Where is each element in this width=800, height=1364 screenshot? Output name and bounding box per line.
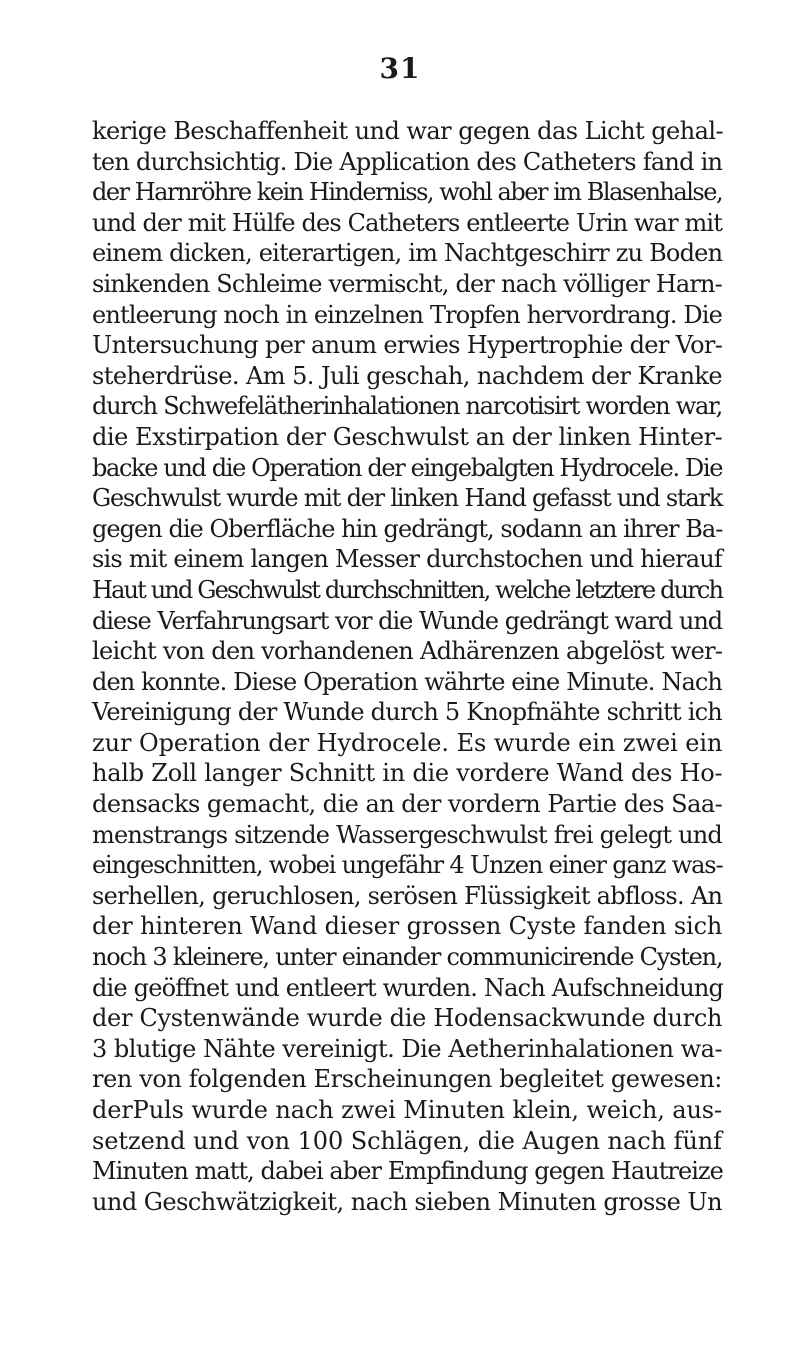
text-line: noch 3 kleinere, unter einander communicirende Cysten, xyxy=(92,943,723,972)
text-line: diese Verfahrungsart vor die Wunde gedrängt ward und xyxy=(92,606,723,635)
text-line: der hinteren Wand dieser grossen Cyste fanden sich xyxy=(92,912,723,941)
text-line: 3 blutige Nähte vereinigt. Die Aetherinhalationen wa- xyxy=(92,1034,723,1063)
text-line: Minuten matt, dabei aber Empfindung gegen Hautreize xyxy=(92,1157,723,1186)
text-line: sinkenden Schleime vermischt, der nach völliger Harn- xyxy=(92,269,722,298)
text-line: steherdrüse. Am 5. Juli geschah, nachdem der Kranke xyxy=(92,361,722,390)
text-line: durch Schwefelätherinhalationen narcotisirt worden war, xyxy=(92,392,722,421)
text-line: der Cystenwände wurde die Hodensackwunde durch xyxy=(92,1004,723,1033)
text-line: die Exstirpation der Geschwulst an der linken Hinter- xyxy=(92,422,723,451)
text-line: ren von folgenden Erscheinungen begleitet gewesen: xyxy=(92,1065,722,1094)
text-line: setzend und von 100 Schlägen, die Augen nach fünf xyxy=(92,1126,722,1155)
text-line: halb Zoll langer Schnitt in die vordere Wand des Ho- xyxy=(92,759,723,788)
text-line: Vereinigung der Wunde durch 5 Knopfnähte schritt ich xyxy=(92,698,722,727)
text-line: den konnte. Diese Operation währte eine Minute. Nach xyxy=(92,667,722,696)
text-line: zur Operation der Hydrocele. Es wurde ein zwei ein xyxy=(92,728,723,757)
text-line: serhellen, geruchlosen, serösen Flüssigkeit abfloss. An xyxy=(92,881,723,910)
text-line: und der mit Hülfe des Catheters entleerte Urin war mit xyxy=(92,208,722,237)
text-line: kerige Beschaffenheit und war gegen das Licht gehal- xyxy=(92,117,724,145)
text-line: Untersuchung per anum erwies Hypertrophie der Vor- xyxy=(92,331,723,360)
text-line: der Harnröhre kein Hinderniss, wohl aber im Blasenhalse, xyxy=(92,178,723,207)
text-line: gegen die Oberfläche hin gedrängt, sodann an ihrer Ba- xyxy=(92,514,723,543)
text-line: sis mit einem langen Messer durchstochen und hierauf xyxy=(92,545,722,574)
page-number: 31 xyxy=(379,52,421,85)
text-line: die geöffnet und entleert wurden. Nach Aufschneidung xyxy=(92,973,724,1002)
text-line: und Geschwätzigkeit, nach sieben Minuten grosse Un xyxy=(92,1187,722,1216)
text-line: backe und die Operation der eingebalgten Hydrocele. Die xyxy=(92,453,723,482)
text-line: entleerung noch in einzelnen Tropfen hervordrang. Die xyxy=(92,300,722,329)
text-line: eingeschnitten, wobei ungefähr 4 Unzen einer ganz was- xyxy=(92,851,723,880)
text-line: leicht von den vorhandenen Adhärenzen abgelöst wer- xyxy=(92,637,723,666)
text-line: menstrangs sitzende Wassergeschwulst frei gelegt und xyxy=(92,820,722,849)
text-line: Haut und Geschwulst durchschnitten, welche letztere durch xyxy=(92,575,723,604)
text-line: einem dicken, eiterartigen, im Nachtgeschirr zu Boden xyxy=(92,239,723,268)
text-line: densacks gemacht, die an der vordern Partie des Saa- xyxy=(92,790,723,819)
text-line: derPuls wurde nach zwei Minuten klein, weich, aus- xyxy=(92,1096,722,1124)
body-text xyxy=(92,116,722,1217)
text-line: ten durchsichtig. Die Application des Catheters fand in xyxy=(92,147,723,176)
text-line: Geschwulst wurde mit der linken Hand gefasst und stark xyxy=(92,484,723,513)
